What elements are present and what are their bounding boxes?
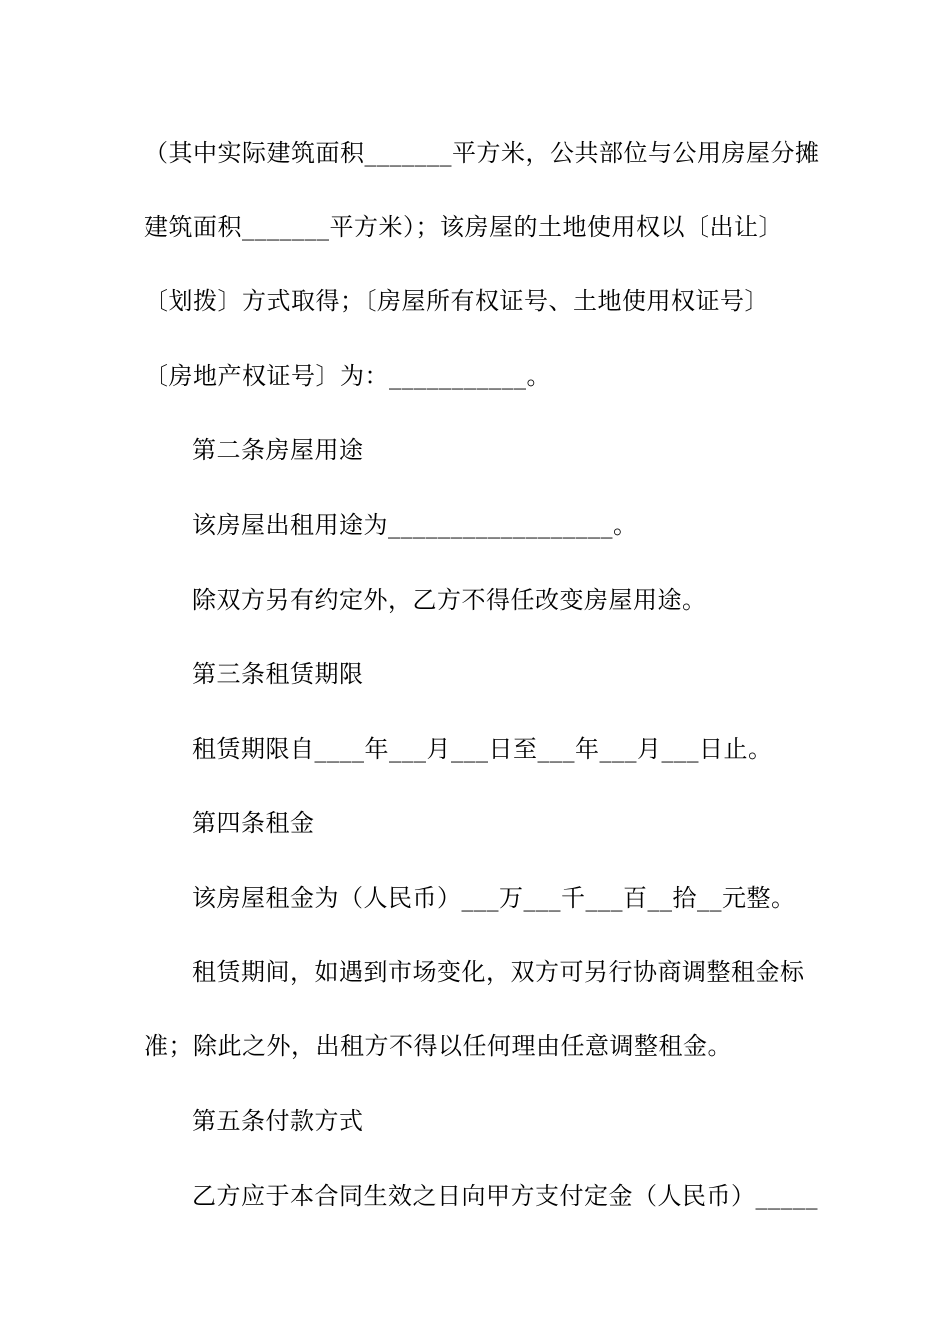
paragraph-line-rental-use: 该房屋出租用途为__________________。 — [192, 511, 638, 539]
section-heading-article-3: 第三条租赁期限 — [192, 660, 364, 688]
paragraph-line-rent-adjustment: 租赁期间，如遇到市场变化，双方可另行协商调整租金标 — [192, 958, 805, 986]
paragraph-line-rent-amount: 该房屋租金为（人民币）___万___千___百__拾__元整。 — [192, 884, 796, 912]
paragraph-line-lease-term: 租赁期限自____年___月___日至___年___月___日止。 — [192, 735, 773, 763]
paragraph-line-rent-adjustment-continued: 准；除此之外，出租方不得以任何理由任意调整租金。 — [144, 1032, 732, 1060]
paragraph-line-area-details: （其中实际建筑面积_______平方米，公共部位与公用房屋分摊 — [144, 139, 820, 167]
section-heading-article-2: 第二条房屋用途 — [192, 436, 364, 464]
paragraph-line-use-restriction: 除双方另有约定外，乙方不得任改变房屋用途。 — [192, 586, 707, 614]
paragraph-line-deposit: 乙方应于本合同生效之日向甲方支付定金（人民币）_____ — [192, 1182, 818, 1210]
section-heading-article-4: 第四条租金 — [192, 809, 315, 837]
paragraph-line-land-use-right: 建筑面积_______平方米）；该房屋的土地使用权以〔出让〕 — [144, 213, 783, 241]
paragraph-line-certificate-number: 〔房地产权证号〕为：___________。 — [144, 362, 551, 390]
section-heading-article-5: 第五条付款方式 — [192, 1107, 364, 1135]
paragraph-line-certificate-types: 〔划拨〕方式取得；〔房屋所有权证号、土地使用权证号〕 — [144, 287, 769, 315]
